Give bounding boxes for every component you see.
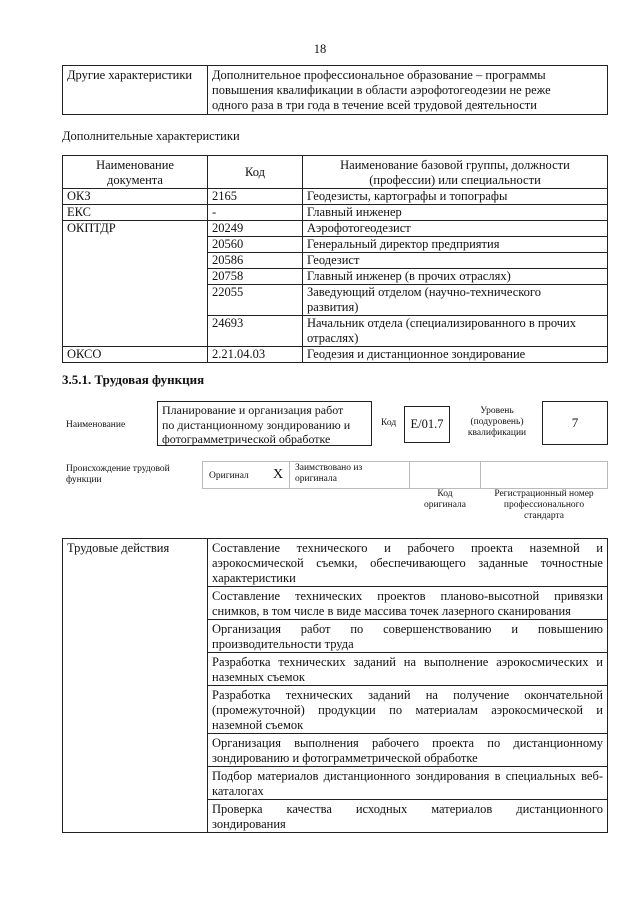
origin-divider xyxy=(607,461,608,489)
labor-action-item xyxy=(208,587,608,620)
text-line: (подуровень) xyxy=(470,417,524,427)
text-line: стандарта xyxy=(524,511,564,521)
doc-cell: ОКПТДР xyxy=(63,221,208,347)
borrowed-label xyxy=(295,463,362,485)
page-number: 18 xyxy=(313,42,327,56)
function-name-box xyxy=(157,401,372,446)
code-label: Код xyxy=(381,418,397,428)
section-heading: 3.5.1. Трудовая функция xyxy=(62,372,205,387)
text-line: профессионального xyxy=(503,500,585,510)
text-line: оригинала xyxy=(295,474,337,484)
text-line: Уровень xyxy=(480,406,514,416)
text-line: Составление технических проектов планово-высотной привязки xyxy=(212,589,603,603)
text-line: по дистанционному зондированию и xyxy=(162,417,351,432)
labor-action-item xyxy=(208,539,608,587)
text-line: отраслях) xyxy=(307,331,359,345)
labor-action-item xyxy=(208,800,608,833)
name-cell xyxy=(303,285,608,316)
header-line: документа xyxy=(107,173,163,187)
text-line: Код xyxy=(437,489,453,499)
text-line: наземных съемок xyxy=(212,670,305,684)
origin-label xyxy=(66,464,170,486)
labor-action-item xyxy=(208,686,608,734)
labor-actions-label: Трудовые действия xyxy=(63,539,208,833)
text-line: Проверка качества исходных материалов дистанционного xyxy=(212,802,603,816)
text-line: Регистрационный номер xyxy=(494,489,594,499)
text-line: аэрокосмической съемки, обеспечивающего заданные точностные xyxy=(212,556,603,570)
additional-characteristics-title: Дополнительные характеристики xyxy=(62,129,240,143)
name-cell: Аэрофотогеодезист xyxy=(303,221,608,237)
labor-action-item xyxy=(208,767,608,800)
header-name xyxy=(303,156,608,189)
name-cell: Главный инженер (в прочих отраслях) xyxy=(303,269,608,285)
text-line: Начальник отдела (специализированного в прочих xyxy=(307,316,577,330)
name-cell: Главный инженер xyxy=(303,205,608,221)
text-line: Заимствовано из xyxy=(295,463,363,473)
text-line: повышения квалификации в области аэрофотогеодезии не реже xyxy=(212,83,551,97)
text-line: характеристики xyxy=(212,571,296,585)
text-line: Разработка технических заданий на выполнение аэрокосмических и xyxy=(212,655,603,669)
original-mark: X xyxy=(273,467,284,482)
name-cell: Геодезия и дистанционное зондирование xyxy=(303,347,608,363)
origin-divider xyxy=(409,461,410,489)
original-code-caption xyxy=(410,489,480,511)
name-cell: Генеральный директор предприятия xyxy=(303,237,608,253)
level-box: 7 xyxy=(542,401,608,445)
text-line: развития) xyxy=(307,300,359,314)
code-cell: 24693 xyxy=(208,316,303,347)
text-line: зондирования xyxy=(212,817,286,831)
labor-action-item xyxy=(208,620,608,653)
name-cell xyxy=(303,316,608,347)
original-label: Оригинал xyxy=(209,471,249,481)
text-line: функции xyxy=(66,475,102,485)
code-cell: 20560 xyxy=(208,237,303,253)
text-line: зондированию и фотограмметрической обработке xyxy=(212,751,478,765)
labor-action-item xyxy=(208,653,608,686)
text-line: фотограмметрической обработке xyxy=(162,432,331,446)
header-code: Код xyxy=(208,156,303,189)
origin-divider xyxy=(480,461,481,489)
header-line: (профессии) или специальности xyxy=(369,173,541,187)
code-box: E/01.7 xyxy=(404,406,450,443)
text-line: Дополнительное профессиональное образование – программы xyxy=(212,68,546,82)
header-doc xyxy=(63,156,208,189)
origin-divider xyxy=(289,461,290,489)
code-cell: 20586 xyxy=(208,253,303,269)
labor-actions-table xyxy=(62,538,608,833)
text-line: наземной съемок xyxy=(212,718,304,732)
header-line: Наименование xyxy=(96,158,174,172)
origin-divider xyxy=(202,461,203,489)
code-cell: 2.21.04.03 xyxy=(208,347,303,363)
text-line: квалификации xyxy=(467,428,527,438)
origin-row xyxy=(202,461,608,489)
doc-cell: ОКЗ xyxy=(63,189,208,205)
text-line: Составление технического и рабочего проекта наземной и xyxy=(212,541,603,555)
additional-characteristics-table xyxy=(62,155,608,363)
header-line: Наименование базовой группы, должности xyxy=(340,158,570,172)
code-cell: 20249 xyxy=(208,221,303,237)
function-name-label: Наименование xyxy=(66,420,126,430)
code-cell: 20758 xyxy=(208,269,303,285)
other-characteristics-value xyxy=(208,66,608,115)
other-characteristics-label: Другие характеристики xyxy=(63,66,208,115)
text-line: Организация работ по совершенствованию и повышению xyxy=(212,622,603,636)
doc-cell: ЕКС xyxy=(63,205,208,221)
doc-cell: ОКСО xyxy=(63,347,208,363)
labor-action-item xyxy=(208,734,608,767)
text-line: оригинала xyxy=(424,500,466,510)
text-line: Происхождение трудовой xyxy=(66,464,170,474)
text-line: Разработка технических заданий на получение окончательной xyxy=(212,688,603,702)
text-line: производительности труда xyxy=(212,637,354,651)
text-line: Организация выполнения рабочего проекта по дистанционному xyxy=(212,736,603,750)
text-line: снимков, в том числе в виде массива точек лазерного сканирования xyxy=(212,604,571,618)
level-label xyxy=(458,406,536,439)
code-cell: 2165 xyxy=(208,189,303,205)
text-line: Подбор материалов дистанционного зондирования в специальных веб- xyxy=(212,769,603,783)
name-cell: Геодезисты, картографы и топографы xyxy=(303,189,608,205)
other-characteristics-table xyxy=(62,65,608,115)
name-cell: Геодезист xyxy=(303,253,608,269)
text-line: (промежуточной) продукции по материалам аэрокосмической и xyxy=(212,703,603,717)
text-line: Заведующий отделом (научно-технического xyxy=(307,285,542,299)
text-line: одного раза в три года в течение всей трудовой деятельности xyxy=(212,98,537,112)
registration-number-caption xyxy=(480,489,608,522)
code-cell: - xyxy=(208,205,303,221)
text-line: каталогах xyxy=(212,784,264,798)
code-cell: 22055 xyxy=(208,285,303,316)
text-line: Планирование и организация работ xyxy=(162,403,344,417)
